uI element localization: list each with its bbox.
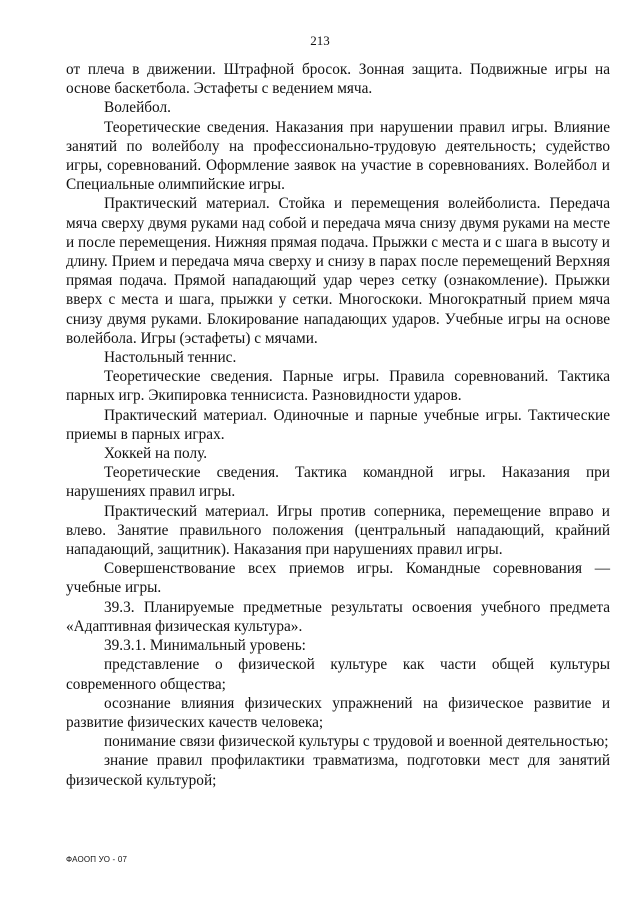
paragraph: Хоккей на полу. <box>104 445 208 463</box>
paragraph: 39.3.1. Минимальный уровень: <box>104 637 306 655</box>
paragraph: Теоретические сведения. Наказания при нарушении правил игры. Влияние занятий по волейболу на профессионально-трудовую деятельность; судейство игры, соревнований. Оформление заявок на участие в соревнованиях. Волейбол и Специальные олимпийские игры. <box>66 118 610 194</box>
paragraph: Настольный теннис. <box>104 349 237 367</box>
paragraph: 39.3. Планируемые предметные результаты освоения учебного предмета «Адаптивная физическая культура». <box>66 598 610 635</box>
paragraph: представление о физической культуре как части общей культуры современного общества; <box>66 656 610 693</box>
paragraph: от плеча в движении. Штрафной бросок. Зонная защита. Подвижные игры на основе баскетбола. Эстафеты с ведением мяча. <box>66 61 610 98</box>
paragraph: Теоретические сведения. Парные игры. Правила соревнований. Тактика парных игр. Экипировка теннисиста. Разновидности ударов. <box>66 368 610 405</box>
footer-code: ФАООП УО - 07 <box>66 855 128 864</box>
paragraph: осознание влияния физических упражнений на физическое развитие и развитие физических качеств человека; <box>66 694 610 731</box>
paragraph: Практический материал. Стойка и перемещения волейболиста. Передача мяча сверху двумя руками над собой и передача мяча снизу двумя руками на месте и после перемещения. Нижняя прямая подача. Прыжки с места и с шага в высоту и длину. Прием и передача мяча сверху и снизу в парах после перемещений Верхняя прямая подача. Прямой нападающий удар через сетку (ознакомление). Прыжки вверх с места и шага, прыжки у сетки. Многоскоки. Многократный прием мяча снизу двумя руками. Блокирование нападающих ударов. Учебные игры на основе волейбола. Игры (эстафеты) с мячами. <box>66 195 610 347</box>
paragraph: Волейбол. <box>104 99 171 117</box>
paragraph: Практический материал. Игры против соперника, перемещение вправо и влево. Занятие правильного положения (центральный нападающий, крайний нападающий, защитник). Наказания при нарушениях правил игры. <box>66 502 610 559</box>
paragraph: понимание связи физической культуры с трудовой и военной деятельностью; <box>104 733 609 751</box>
paragraph: Совершенствование всех приемов игры. Командные соревнования — учебные игры. <box>66 560 610 597</box>
paragraph: знание правил профилактики травматизма, подготовки мест для занятий физической культурой; <box>66 752 610 789</box>
page-number: 213 <box>310 33 330 48</box>
paragraph: Теоретические сведения. Тактика командной игры. Наказания при нарушениях правил игры. <box>66 464 610 501</box>
document-body <box>66 60 610 790</box>
paragraph: Практический материал. Одиночные и парные учебные игры. Тактические приемы в парных играх. <box>66 406 610 443</box>
